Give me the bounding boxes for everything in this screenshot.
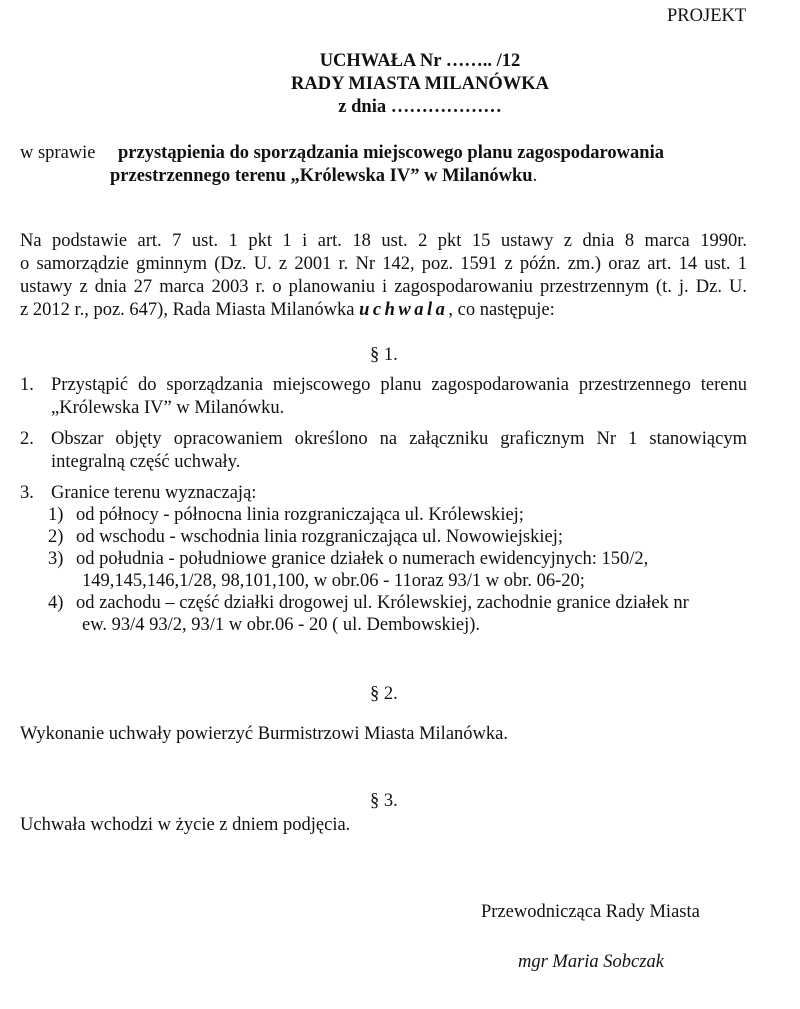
subject-line-2: przestrzennego terenu „Królewska IV” w Milanówku (110, 166, 533, 186)
subitem-2-line-1: od wschodu - wschodnia linia rozgraniczająca ul. Nowowiejskiej; (76, 527, 564, 547)
subitem-4-number: 4) (48, 593, 64, 613)
subitem-1-number: 1) (48, 505, 64, 525)
subitem-3-line-1: od południa - południowe granice działek o numerach ewidencyjnych: 150/2, (76, 549, 649, 569)
section-2-text: Wykonanie uchwały powierzyć Burmistrzowi Miasta Milanówka. (20, 724, 508, 744)
preamble-line-4 (20, 300, 555, 321)
item-3-number: 3. (20, 483, 34, 503)
subitem-1-line-1: od północy - północna linia rozgraniczająca ul. Królewskiej; (76, 505, 524, 525)
section-3-heading: § 3. (370, 791, 398, 811)
preamble-line-2: o samorządzie gminnym (Dz. U. z 2001 r. Nr 142, poz. 1591 z późn. zm.) oraz art. 14 ust. 1 (20, 254, 747, 274)
resolution-number: UCHWAŁA Nr …….. /12 (319, 51, 521, 71)
subject-line-2-wrap (110, 166, 537, 187)
preamble-line-4-after: , co następuje: (448, 300, 555, 320)
signature-name: mgr Maria Sobczak (518, 952, 664, 972)
section-2-heading: § 2. (370, 684, 398, 704)
project-mark: PROJEKT (667, 6, 747, 26)
item-1-line-2: „Królewska IV” w Milanówku. (51, 398, 285, 418)
preamble-line-1: Na podstawie art. 7 ust. 1 pkt 1 i art. 18 ust. 2 pkt 15 ustawy z dnia 8 marca 1990r. (20, 231, 747, 251)
item-1-number: 1. (20, 375, 34, 395)
preamble-line-3: ustawy z dnia 27 marca 2003 r. o planowaniu i zagospodarowaniu przestrzennym (t. j. Dz. U. (20, 277, 747, 297)
section-3-text: Uchwała wchodzi w życie z dniem podjęcia. (20, 815, 351, 835)
subitem-3-number: 3) (48, 549, 64, 569)
uchwala-word: uchwala (359, 300, 449, 320)
subject-line-1: przystąpienia do sporządzania miejscowego planu zagospodarowania (118, 143, 664, 163)
subject-line-2-end: . (532, 166, 538, 186)
preamble-line-4-before: z 2012 r., poz. 647), Rada Miasta Milanówka (20, 300, 360, 320)
item-3-line-1: Granice terenu wyznaczają: (51, 483, 257, 503)
subitem-2-number: 2) (48, 527, 64, 547)
resolution-date: z dnia ……………… (338, 97, 502, 117)
council-name: RADY MIASTA MILANÓWKA (291, 74, 549, 94)
signature-title: Przewodnicząca Rady Miasta (481, 902, 700, 922)
item-1-line-1: Przystąpić do sporządzania miejscowego planu zagospodarowania przestrzennego terenu (51, 375, 747, 395)
section-1-heading: § 1. (370, 345, 398, 365)
subitem-4-line-1: od zachodu – część działki drogowej ul. Królewskiej, zachodnie granice działek nr (76, 593, 689, 613)
subject-prefix: w sprawie (20, 143, 96, 163)
item-2-line-2: integralną część uchwały. (51, 452, 241, 472)
item-2-line-1: Obszar objęty opracowaniem określono na załączniku graficznym Nr 1 stanowiącym (51, 429, 747, 449)
subitem-4-line-2: ew. 93/4 93/2, 93/1 w obr.06 - 20 ( ul. Dembowskiej). (82, 615, 481, 635)
item-2-number: 2. (20, 429, 34, 449)
subitem-3-line-2: 149,145,146,1/28, 98,101,100, w obr.06 - 11oraz 93/1 w obr. 06-20; (82, 571, 585, 591)
